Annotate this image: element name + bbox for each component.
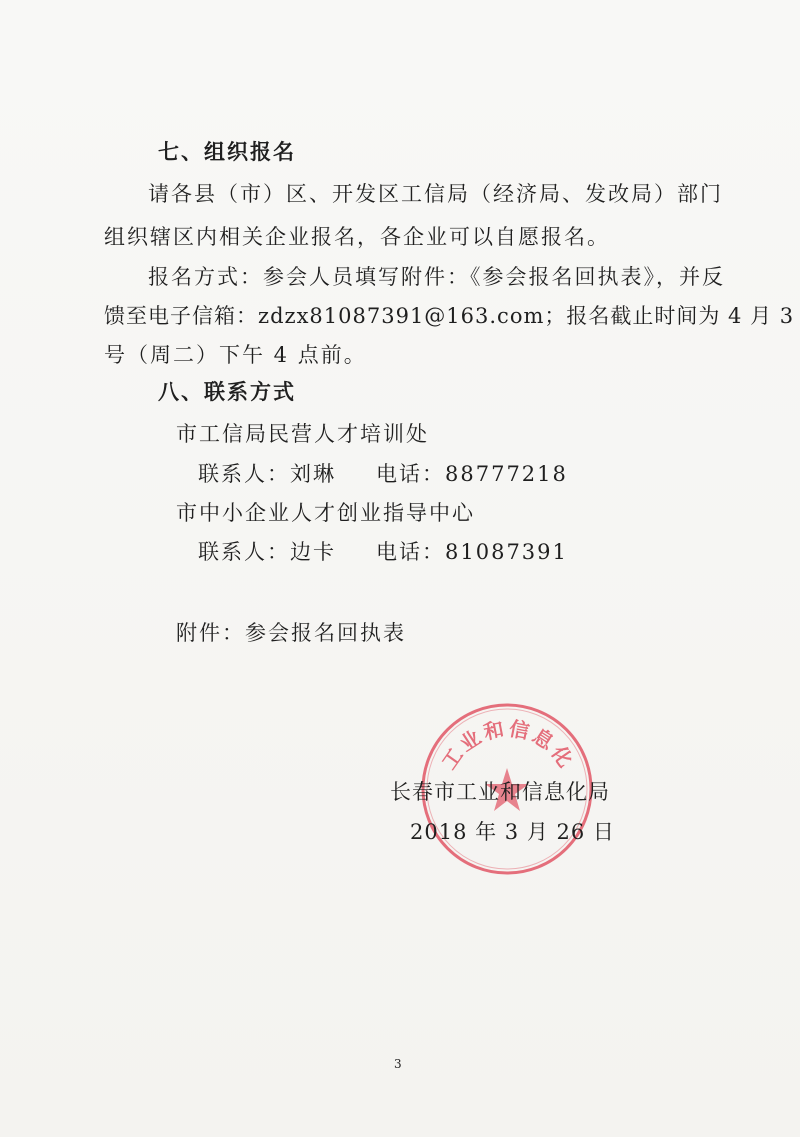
contact-name: 联系人：边卡	[198, 540, 336, 564]
page-number: 3	[394, 1057, 402, 1071]
attachment-note: 附件：参会报名回执表	[176, 621, 406, 645]
issue-date: 2018 年 3 月 26 日	[410, 820, 615, 844]
contact-line	[198, 460, 568, 488]
issuer-name: 长春市工业和信息化局	[390, 780, 610, 804]
paragraph-text: 馈至电子信箱：zdzx81087391@163.com；报名截止时间为 4 月 3	[104, 304, 795, 328]
paragraph-text: 号（周二）下午 4 点前。	[104, 343, 367, 367]
organization-name: 市中小企业人才创业指导中心	[176, 501, 475, 525]
svg-text:工业和信息化	[437, 716, 580, 774]
seal-text: 工业和信息化	[436, 716, 580, 774]
contact-name: 联系人：刘琳	[198, 462, 336, 486]
contact-phone: 电话：88777218	[376, 462, 568, 486]
section-heading-7: 七、组织报名	[158, 140, 296, 164]
organization-name: 市工信局民营人才培训处	[176, 422, 429, 446]
paragraph-text: 请各县（市）区、开发区工信局（经济局、发改局）部门	[148, 182, 723, 206]
paragraph-text: 报名方式：参会人员填写附件：《参会报名回执表》，并反	[148, 265, 725, 289]
contact-phone: 电话：81087391	[376, 540, 568, 564]
paragraph-text: 组织辖区内相关企业报名，各企业可以自愿报名。	[104, 225, 610, 249]
section-heading-8: 八、联系方式	[158, 380, 296, 404]
contact-line	[198, 538, 568, 566]
